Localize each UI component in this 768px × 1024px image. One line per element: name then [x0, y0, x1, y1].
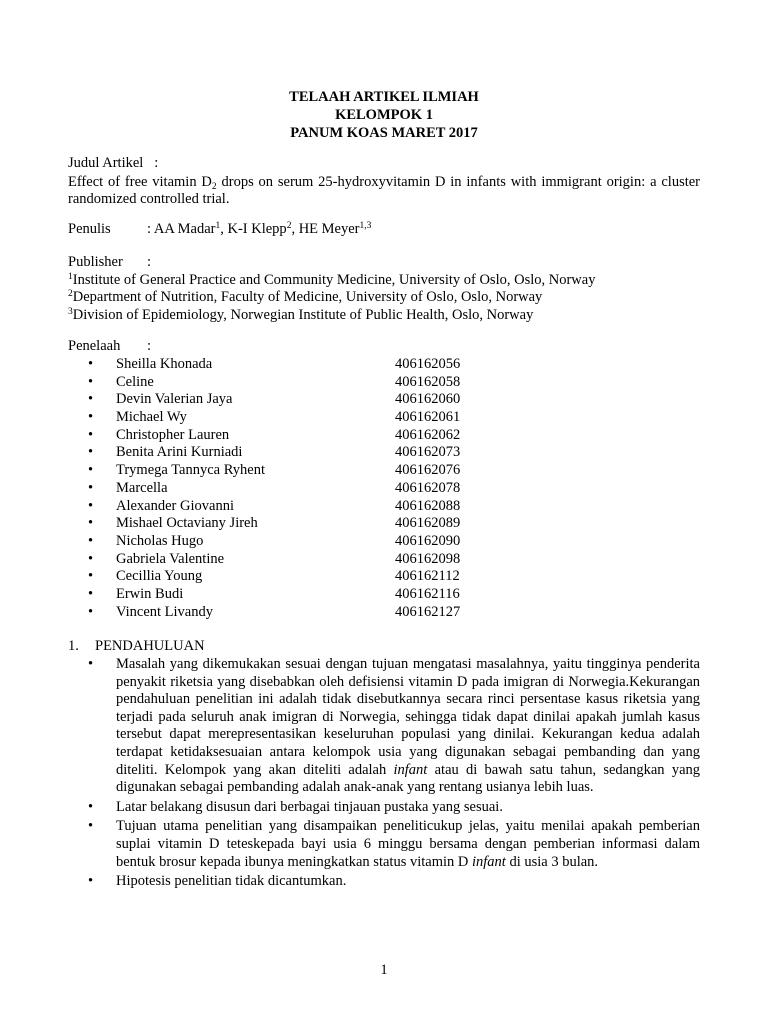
reviewer-name: Benita Arini Kurniadi [116, 444, 243, 461]
reviewer-nim: 406162116 [395, 585, 460, 602]
reviewer-name: Alexander Giovanni [116, 497, 234, 514]
penulis-block [68, 221, 700, 239]
judul-colon: : [154, 155, 159, 171]
title-line-3: PANUM KOAS MARET 2017 [290, 125, 478, 141]
list-item [68, 533, 568, 551]
reviewer-nim: 406162058 [395, 373, 461, 390]
bullet-icon: • [88, 462, 94, 479]
article-title: Effect of free vitamin $D_2$ drops on serum 25-hydroxyvitamin D in infants with immigrant origin: a cluster randomized controlled trial. [68, 173, 700, 208]
reviewer-nim: 406162078 [395, 479, 461, 496]
list-item [68, 568, 568, 586]
list-item [68, 604, 568, 622]
reviewer-name: Sheilla Khonada [116, 356, 213, 372]
bullet-icon: • [88, 444, 94, 461]
reviewer-nim: 406162088 [395, 497, 461, 514]
penelaah-label: Penelaah [68, 338, 121, 354]
page-number: 1 [380, 962, 388, 978]
bullet-icon: • [88, 585, 94, 602]
list-item: • Masalah yang dikemukakan sesuai dengan tujuan mengatasi masalahnya, yaitu tingginya penderita penyakit riketsia yang disebabkan oleh defisiensi vitamin D pada imigran di Norwegia.Kekurangan pendahuluan penelitian ini adalah tidak disebutkannya secara rinci persentase kasus riketsia yang terjadi pada seluruh anak imigran di Norwegia, sehingga tidak dapat dinilai apakah jumlah kasus tersebut dapat merepresentasikan keseluruhan populasi yang dinilai. Kekurangan kedua adalah terdapat ketidaksesuaian antara kelompok usia yang digunakan sebagai pembanding dan yang diteliti. Kelompok yang akan diteliti adalah infant atau di bawah satu tahun, sedangkan yang digunakan sebagai pembanding adalah anak-anak yang rentang usianya lebih luas. [88, 656, 700, 796]
list-item: • Latar belakang disusun dari berbagai tinjauan pustaka yang sesuai. [88, 798, 503, 815]
list-item [68, 551, 568, 569]
list-item: • Hipotesis penelitian tidak dicantumkan. [88, 873, 347, 890]
bullet-icon: • [88, 515, 94, 532]
reviewer-name: Cecillia Young [116, 568, 203, 585]
bullet-icon: • [88, 373, 94, 390]
section-heading [68, 638, 205, 656]
bullet-icon: • [88, 479, 94, 496]
bullet-icon: • [88, 497, 94, 514]
list-item [68, 462, 568, 480]
reviewer-name: Michael Wy [116, 409, 187, 426]
list-item [68, 356, 568, 374]
reviewer-name: Christopher Lauren [116, 426, 230, 443]
list-item [68, 480, 568, 498]
reviewer-nim: 406162090 [395, 532, 461, 549]
list-item [68, 444, 568, 462]
reviewer-nim: 406162062 [395, 426, 461, 443]
affiliation: $^1$Institute of General Practice and Community Medicine, University of Oslo, Oslo, Norway [68, 271, 596, 288]
bullet-icon: • [88, 818, 94, 835]
affiliation: $^2$Department of Nutrition, Faculty of Medicine, University of Oslo, Oslo, Norway [68, 289, 543, 306]
bullet-icon: • [88, 426, 94, 443]
reviewer-name: Devin Valerian Jaya [116, 391, 233, 408]
publisher-block [68, 254, 700, 324]
penelaah-block [68, 338, 700, 356]
author-list: AA Madar$^1$, K-I Klepp$^2$, HE Meyer$^{1,3}$ [153, 221, 372, 237]
publisher-label: Publisher [68, 254, 123, 270]
bullet-icon: • [88, 568, 94, 585]
document-title [0, 88, 768, 142]
reviewer-name: Erwin Budi [116, 585, 184, 602]
bullet-icon: • [88, 798, 94, 815]
reviewer-name: Celine [116, 373, 154, 390]
reviewer-name: Mishael Octaviany Jireh [116, 515, 258, 532]
reviewer-nim: 406162073 [395, 444, 461, 461]
title-line-2: KELOMPOK 1 [335, 107, 433, 123]
bullet-icon: • [88, 356, 94, 372]
list-item [68, 586, 568, 604]
penulis-colon: : [147, 221, 152, 237]
list-item [68, 427, 568, 445]
bullet-icon: • [88, 409, 94, 426]
reviewer-nim: 406162056 [395, 356, 461, 372]
reviewer-nim: 406162060 [395, 391, 461, 408]
penelaah-colon: : [147, 338, 152, 354]
judul-label: Judul Artikel [68, 155, 144, 171]
reviewer-nim: 406162112 [395, 568, 460, 585]
bullet-icon: • [88, 873, 94, 890]
title-line-1: TELAAH ARTIKEL ILMIAH [289, 89, 479, 105]
bullet-icon: • [88, 391, 94, 408]
author: K-I Klepp [227, 221, 287, 237]
list-item [68, 374, 568, 392]
reviewer-nim: 406162098 [395, 550, 461, 567]
section-title: PENDAHULUAN [95, 638, 205, 654]
list-item [68, 498, 568, 516]
reviewer-name: Gabriela Valentine [116, 550, 225, 567]
judul-artikel-block [68, 155, 700, 209]
reviewer-name: Vincent Livandy [116, 603, 213, 620]
publisher-colon: : [147, 254, 152, 270]
section-number: 1. [68, 638, 79, 654]
reviewer-name: Trymega Tannyca Ryhent [116, 462, 266, 479]
reviewer-nim: 406162127 [395, 603, 461, 620]
reviewer-nim: 406162061 [395, 409, 461, 426]
bullet-icon: • [88, 656, 94, 672]
penulis-label: Penulis [68, 221, 111, 237]
author: AA Madar [153, 221, 216, 237]
reviewer-nim: 406162076 [395, 462, 461, 479]
bullet-icon: • [88, 603, 94, 620]
reviewer-nim: 406162089 [395, 515, 461, 532]
pendahuluan-list [88, 656, 700, 893]
affiliation: $^3$Division of Epidemiology, Norwegian Institute of Public Health, Oslo, Norway [68, 306, 534, 323]
list-item: • Tujuan utama penelitian yang disampaikan peneliticukup jelas, yaitu menilai apakah pemberian suplai vitamin D teteskepada bayi usia 6 minggu bersama dengan pemberian informasi dalam bentuk brosur kepada ibunya meningkatkan status vitamin D infant di usia 3 bulan. [88, 818, 700, 870]
bullet-icon: • [88, 550, 94, 567]
bullet-icon: • [88, 532, 94, 549]
reviewer-name: Nicholas Hugo [116, 532, 204, 549]
list-item [68, 515, 568, 533]
reviewer-list [68, 356, 568, 621]
reviewer-name: Marcella [116, 479, 168, 496]
list-item [68, 391, 568, 409]
author: HE Meyer [298, 221, 360, 237]
list-item [68, 409, 568, 427]
